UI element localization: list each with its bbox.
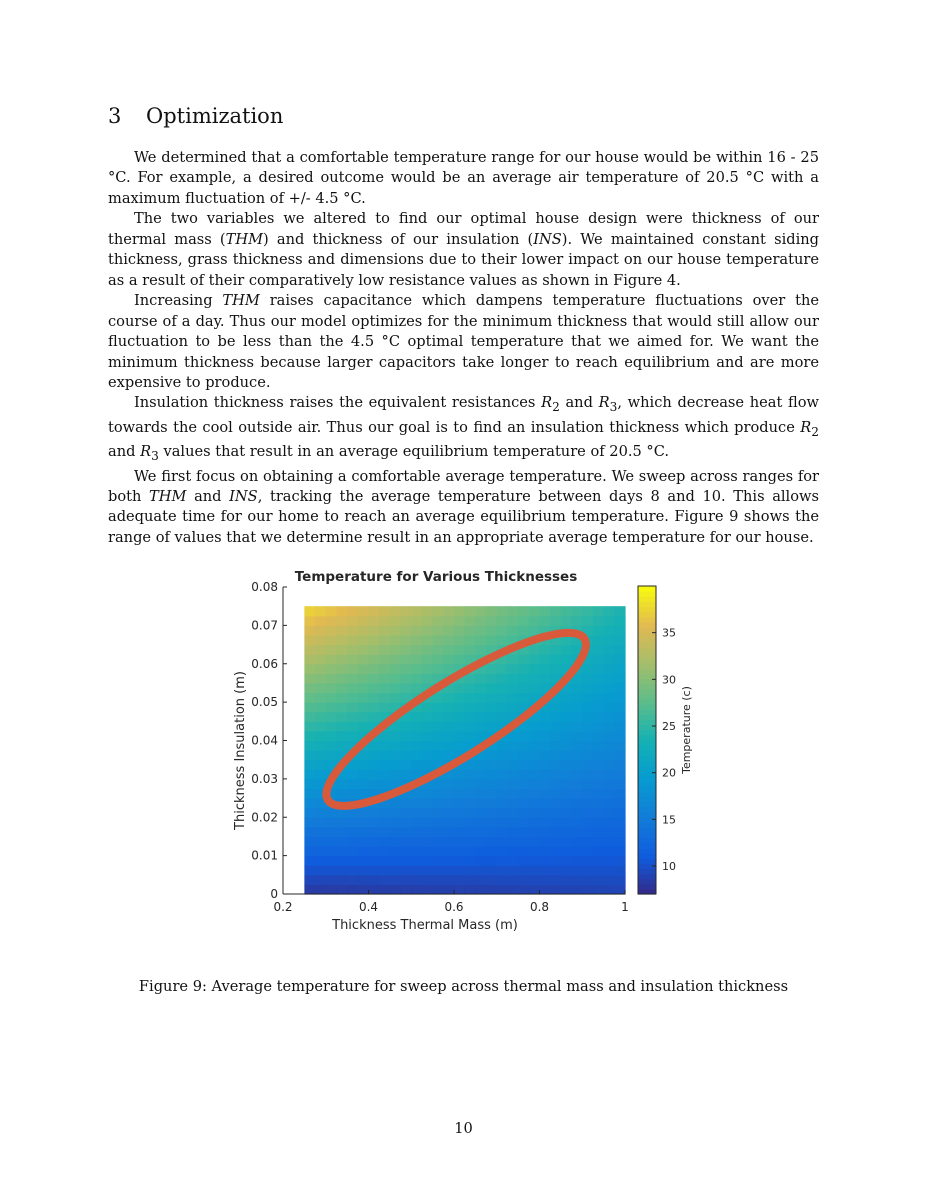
math-symbol: INS <box>229 487 258 505</box>
paragraph-2: The two variables we altered to find our optimal house design were thickness of our thermal mass (THM) and thickness of our insulation (INS). We maintained constant siding thickness, grass thickness and dimensions due to their lower impact on our house temperature as a result of their comparatively low resistance values as shown in Figure 4. <box>108 210 819 289</box>
x-tick-label: 0.8 <box>529 900 550 914</box>
page-number: 10 <box>454 1120 473 1137</box>
math-symbol: $R_3$ <box>598 394 618 415</box>
x-tick-label: 0.2 <box>273 900 293 914</box>
section-number: 3 <box>108 104 122 128</box>
y-tick-label: 0.07 <box>251 618 278 633</box>
paragraph-4: Insulation thickness raises the equivalent resistances $R_2$ and $R_3$, which decrease heat flow towards the cool outside air. Thus our goal is to find an insulation thickness which produce $R_2$ and $R_3$ values that result in an average equilibrium temperature of 20.5 °C. <box>108 394 820 464</box>
x-tick-label: 0.4 <box>358 900 379 914</box>
colorbar-tick-label: 15 <box>662 813 676 827</box>
colorbar-tick-label: 35 <box>662 626 676 640</box>
y-tick-label: 0.03 <box>251 771 278 786</box>
y-tick-label: 0.02 <box>251 810 278 825</box>
y-tick-label: 0.04 <box>251 733 278 748</box>
x-tick-label: 1 <box>621 900 629 914</box>
math-symbol: $R_2$ <box>541 394 560 415</box>
paragraph-3: Increasing THM raises capacitance which dampens temperature fluctuations over the course of a day. Thus our model optimizes for the minimum thickness that would still allow our fluctuation to be less than the 4.5 °C optimal temperature that we aimed for. We want the minimum thickness because larger capacitors take longer to reach equilibrium and are more expensive to produce. <box>108 292 820 391</box>
y-tick-label: 0.01 <box>251 848 278 863</box>
colorbar-tick-label: 20 <box>662 766 676 780</box>
section-title: Optimization <box>146 104 284 128</box>
math-symbol: THM <box>149 487 187 505</box>
heatmap-chart <box>225 560 695 940</box>
x-tick-label: 0.6 <box>444 900 464 914</box>
math-symbol: THM <box>222 292 260 310</box>
colorbar-tick-label: 10 <box>662 860 676 873</box>
math-symbol: THM <box>225 230 264 248</box>
figure-9 <box>225 560 695 940</box>
body-text <box>108 148 819 548</box>
colorbar-tick-label: 25 <box>662 720 676 733</box>
math-symbol: $R_3$ <box>140 443 159 464</box>
y-tick-label: 0 <box>270 887 278 901</box>
section-heading <box>108 104 283 128</box>
y-tick-label: 0.06 <box>251 656 278 671</box>
x-axis-label: Thickness Thermal Mass (m) <box>332 918 518 933</box>
paragraph-1: We determined that a comfortable temperature range for our house would be within 16 - 25 °C. For example, a desired outcome would be an average air temperature of 20.5 °C with a maximum fluctuation of +/- 4.5 °C. <box>108 149 819 207</box>
paragraph-5: We first focus on obtaining a comfortable average temperature. We sweep across ranges for both THM and INS, tracking the average temperature between days 8 and 10. This allows adequate time for our home to reach an average equilibrium temperature. Figure 9 shows the range of values that we determine result in an appropriate average temperature for our house. <box>108 467 819 546</box>
chart-title: Temperature for Various Thicknesses <box>294 569 578 585</box>
y-tick-label: 0.08 <box>251 580 278 594</box>
y-tick-label: 0.05 <box>251 695 278 710</box>
math-symbol: $R_2$ <box>800 418 819 439</box>
y-axis-label: Thickness Insulation (m) <box>233 671 248 830</box>
math-symbol: INS <box>533 230 562 248</box>
figure-caption: Figure 9: Average temperature for sweep across thermal mass and insulation thickness <box>138 978 789 995</box>
colorbar-label: Temperature (c) <box>680 686 693 774</box>
colorbar-tick-label: 30 <box>662 673 676 687</box>
